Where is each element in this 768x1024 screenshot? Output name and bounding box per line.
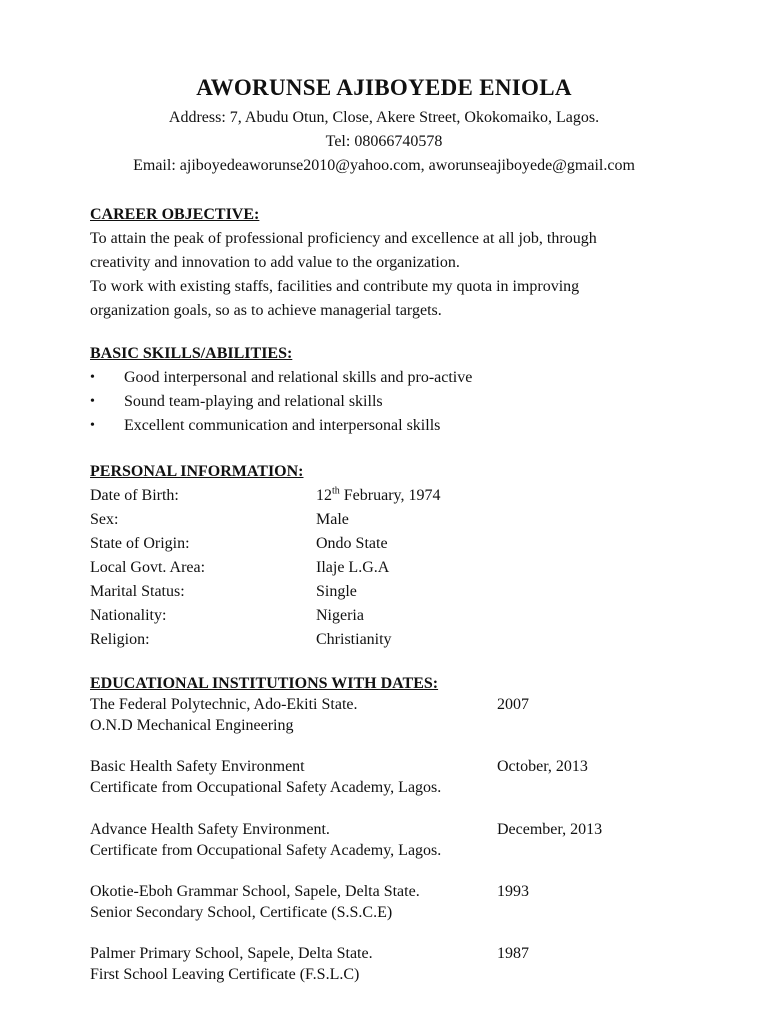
education-entry-row-1 <box>90 943 690 964</box>
sex-row <box>90 508 690 532</box>
education-date: 1987 <box>497 945 529 962</box>
education-entry <box>90 943 690 985</box>
bullet-icon: • <box>90 394 95 409</box>
skill-text: Excellent communication and interpersonal skills <box>124 417 441 434</box>
career-objective-line-4: organization goals, so as to achieve managerial targets. <box>90 302 442 319</box>
list-item <box>90 390 690 414</box>
education-entry-row-2 <box>90 777 690 798</box>
personal-info-section <box>90 460 690 652</box>
institution-name: Basic Health Safety Environment <box>90 758 305 775</box>
nationality-label: Nationality: <box>90 607 167 624</box>
origin-label: State of Origin: <box>90 535 190 552</box>
institution-name: Advance Health Safety Environment. <box>90 821 330 838</box>
dob-day: 12 <box>316 487 332 504</box>
dob-ordinal: th <box>332 485 340 497</box>
skill-text: Sound team-playing and relational skills <box>124 393 383 410</box>
marital-value: Single <box>316 583 357 600</box>
lga-row <box>90 556 690 580</box>
institution-name: Okotie-Eboh Grammar School, Sapele, Delta State. <box>90 883 420 900</box>
career-objective-line-2: creativity and innovation to add value to the organization. <box>90 254 460 271</box>
skills-heading: BASIC SKILLS/ABILITIES: <box>90 345 293 362</box>
education-entry <box>90 881 690 923</box>
list-item <box>90 414 690 438</box>
religion-value: Christianity <box>316 631 392 648</box>
career-objective-line-1: To attain the peak of professional proficiency and excellence at all job, through <box>90 230 597 247</box>
education-date: 2007 <box>497 696 529 713</box>
religion-row <box>90 628 690 652</box>
education-entry-row-1 <box>90 756 690 777</box>
education-entry-row-1 <box>90 881 690 902</box>
education-heading: EDUCATIONAL INSTITUTIONS WITH DATES: <box>90 675 439 692</box>
dob-row <box>90 484 690 508</box>
qualification: Certificate from Occupational Safety Academy, Lagos. <box>90 779 442 796</box>
career-objective-heading: CAREER OBJECTIVE: <box>90 206 260 223</box>
skill-text: Good interpersonal and relational skills and pro-active <box>124 369 473 386</box>
qualification: Senior Secondary School, Certificate (S.S.C.E) <box>90 904 393 921</box>
candidate-name: AWORUNSE AJIBOYEDE ENIOLA <box>196 75 572 100</box>
origin-row <box>90 532 690 556</box>
education-entry-row-1 <box>90 819 690 840</box>
nationality-value: Nigeria <box>316 607 364 624</box>
education-entry-row-2 <box>90 902 690 923</box>
origin-value: Ondo State <box>316 535 388 552</box>
dob-label: Date of Birth: <box>90 487 179 504</box>
religion-label: Religion: <box>90 631 150 648</box>
nationality-row <box>90 604 690 628</box>
email-line: Email: ajiboyedeaworunse2010@yahoo.com, aworunseajiboyede@gmail.com <box>133 157 635 174</box>
address-line: Address: 7, Abudu Otun, Close, Akere Street, Okokomaiko, Lagos. <box>168 109 600 126</box>
dob-value <box>316 484 441 508</box>
education-date: 1993 <box>497 883 529 900</box>
skills-list <box>90 366 690 438</box>
lga-label: Local Govt. Area: <box>90 559 206 576</box>
career-objective-line-3: To work with existing staffs, facilities and contribute my quota in improving <box>90 278 580 295</box>
sex-label: Sex: <box>90 511 119 528</box>
qualification: First School Leaving Certificate (F.S.L.C) <box>90 966 360 983</box>
education-entry-row-2 <box>90 715 690 736</box>
education-entry <box>90 694 690 736</box>
qualification: O.N.D Mechanical Engineering <box>90 717 294 734</box>
education-entry-row-2 <box>90 840 690 861</box>
marital-row <box>90 580 690 604</box>
dob-month-year: February, 1974 <box>339 487 441 504</box>
marital-label: Marital Status: <box>90 583 185 600</box>
education-date: October, 2013 <box>497 758 588 775</box>
qualification: Certificate from Occupational Safety Academy, Lagos. <box>90 842 442 859</box>
education-entry <box>90 819 690 861</box>
sex-value: Male <box>316 511 349 528</box>
institution-name: Palmer Primary School, Sapele, Delta State. <box>90 945 373 962</box>
education-date: December, 2013 <box>497 821 603 838</box>
career-objective-section <box>90 203 690 323</box>
education-entry <box>90 756 690 798</box>
institution-name: The Federal Polytechnic, Ado-Ekiti State. <box>90 696 358 713</box>
bullet-icon: • <box>90 370 95 385</box>
bullet-icon: • <box>90 418 95 433</box>
lga-value: Ilaje L.G.A <box>316 559 390 576</box>
education-entry-row-1 <box>90 694 690 715</box>
education-entry-row-2 <box>90 964 690 985</box>
skills-section <box>90 342 690 438</box>
list-item <box>90 366 690 390</box>
education-section <box>90 673 690 695</box>
telephone-line: Tel: 08066740578 <box>325 133 443 150</box>
personal-info-heading: PERSONAL INFORMATION: <box>90 463 304 480</box>
